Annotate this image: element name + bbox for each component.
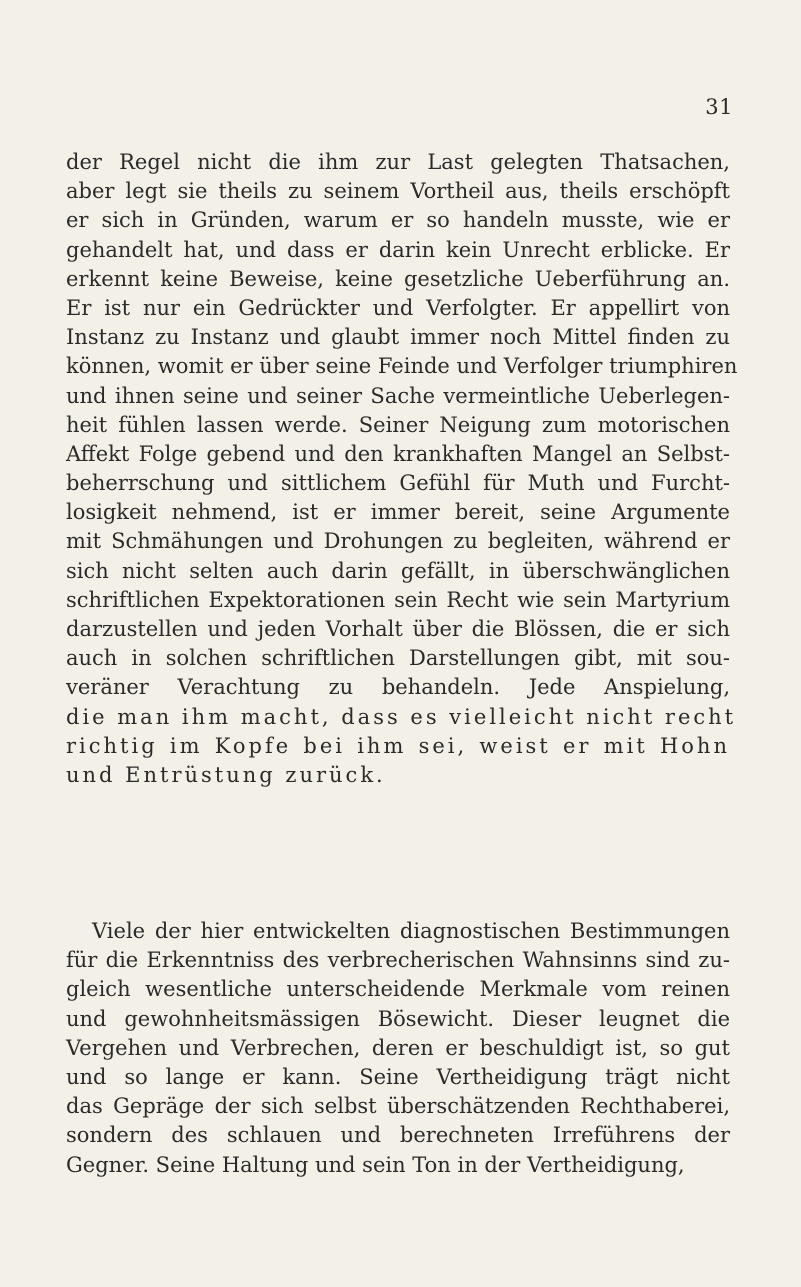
text-line: erkennt keine Beweise, keine gesetzliche Ueberführung an. xyxy=(66,266,730,291)
text-line: gleich wesentliche unterscheidende Merkmale vom reinen xyxy=(66,977,730,1002)
text-line-spaced: richtig im Kopfe bei ihm sei, weist er mit Hohn xyxy=(66,733,730,758)
text-line: können, womit er über seine Feinde und Verfolger triumphiren xyxy=(66,354,738,379)
text-line: sich nicht selten auch darin gefällt, in überschwänglichen xyxy=(66,558,730,583)
text-line: der Regel nicht die ihm zur Last gelegten Thatsachen, xyxy=(66,150,730,174)
text-line: er sich in Gründen, warum er so handeln musste, wie er xyxy=(66,208,730,233)
text-line: sondern des schlauen und berechneten Irreführens der xyxy=(66,1123,730,1148)
text-line: und gewohnheitsmässigen Bösewicht. Dieser leugnet die xyxy=(66,1006,730,1031)
paragraph-1 xyxy=(66,148,738,790)
text-line-spaced: die man ihm macht, dass es vielleicht nicht recht xyxy=(66,704,737,729)
text-line: für die Erkenntniss des verbrecherischen Wahnsinns sind zu- xyxy=(66,948,730,973)
text-line: gehandelt hat, und dass er darin kein Unrecht erblicke. Er xyxy=(66,237,730,262)
text-line-spaced: und Entrüstung zurück. xyxy=(66,762,386,787)
text-line: heit fühlen lassen werde. Seiner Neigung zum motorischen xyxy=(66,412,730,437)
text-line: und ihnen seine und seiner Sache vermeintliche Ueberlegen- xyxy=(66,383,730,408)
text-line: Affekt Folge gebend und den krankhaften Mangel an Selbst- xyxy=(66,441,730,466)
text-line: Gegner. Seine Haltung und sein Ton in der Vertheidigung, xyxy=(66,1152,685,1177)
text-line: beherrschung und sittlichem Gefühl für Muth und Furcht- xyxy=(66,471,730,496)
text-line: Vergehen und Verbrechen, deren er beschuldigt ist, so gut xyxy=(66,1035,730,1060)
paragraph-2 xyxy=(66,917,730,1180)
text-line: darzustellen und jeden Vorhalt über die Blössen, die er sich xyxy=(66,617,730,641)
text-line: Viele der hier entwickelten diagnostischen Bestimmungen xyxy=(92,919,730,943)
page-number: 31 xyxy=(705,95,733,119)
text-line: Instanz zu Instanz und glaubt immer noch Mittel finden zu xyxy=(66,325,730,350)
text-line: veräner Verachtung zu behandeln. Jede Anspielung, xyxy=(66,675,730,700)
text-line: und so lange er kann. Seine Vertheidigung trägt nicht xyxy=(66,1064,730,1089)
text-line: losigkeit nehmend, ist er immer bereit, seine Argumente xyxy=(66,500,730,525)
text-line: das Gepräge der sich selbst überschätzenden Rechthaberei, xyxy=(66,1094,730,1119)
text-line: auch in solchen schriftlichen Darstellungen gibt, mit sou- xyxy=(66,646,730,671)
text-line: aber legt sie theils zu seinem Vortheil aus, theils erschöpft xyxy=(66,179,730,204)
text-line: Er ist nur ein Gedrückter und Verfolgter. Er appellirt von xyxy=(66,295,730,320)
text-line: mit Schmähungen und Drohungen zu begleiten, während er xyxy=(66,529,730,554)
text-line: schriftlichen Expektorationen sein Recht wie sein Martyrium xyxy=(66,587,730,612)
